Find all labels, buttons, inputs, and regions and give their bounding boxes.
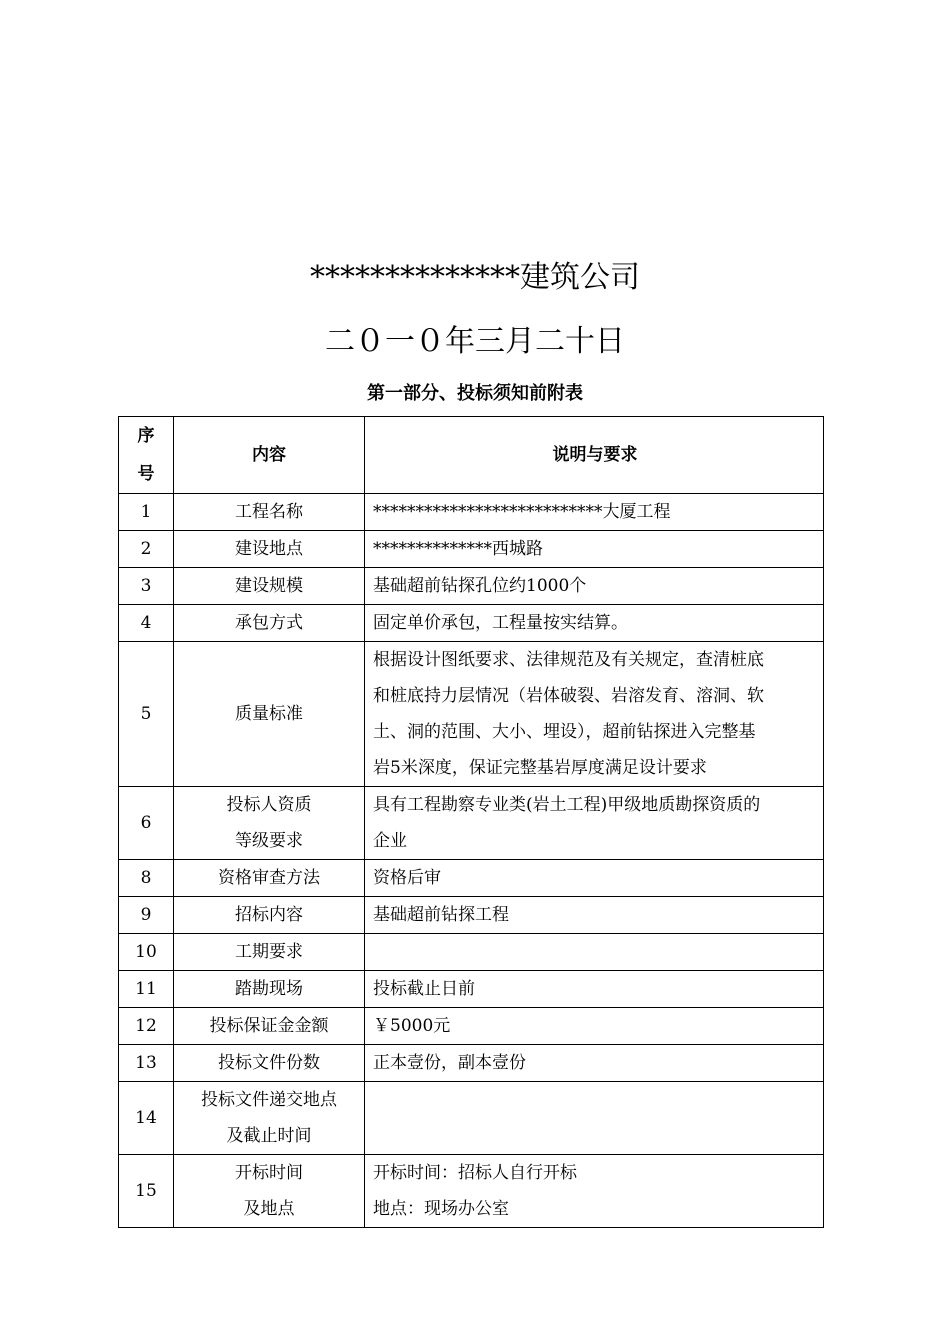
table-row <box>119 642 824 787</box>
row-content <box>174 531 365 568</box>
row-description <box>365 934 824 971</box>
row-content-line: 招标内容 <box>235 905 303 925</box>
row-serial-number: 10 <box>119 934 174 971</box>
header-serial-number <box>119 417 174 494</box>
table-row <box>119 605 824 642</box>
row-description-line: 具有工程勘察专业类(岩土工程)甲级地质勘探资质的 <box>373 795 761 815</box>
header-description: 说明与要求 <box>365 417 824 494</box>
row-description-line: 正本壹份，副本壹份 <box>373 1053 526 1073</box>
row-description-line: 企业 <box>373 831 407 851</box>
row-description-line: 岩5米深度，保证完整基岩厚度满足设计要求 <box>373 758 707 778</box>
table-row <box>119 971 824 1008</box>
table-row <box>119 1045 824 1082</box>
row-content-line: 建设地点 <box>235 539 303 559</box>
table-row <box>119 897 824 934</box>
row-description <box>365 787 824 860</box>
table-row <box>119 934 824 971</box>
row-content-line: 开标时间 <box>235 1163 303 1183</box>
row-description <box>365 642 824 787</box>
header-content: 内容 <box>174 417 365 494</box>
row-description <box>365 605 824 642</box>
row-content-line: 投标文件份数 <box>218 1053 320 1073</box>
row-description-line: 固定单价承包，工程量按实结算。 <box>373 613 628 633</box>
document-date: 二０一０年三月二十日 <box>325 324 625 359</box>
row-content-line: 投标文件递交地点 <box>201 1090 337 1110</box>
row-content-line: 及地点 <box>243 1199 295 1219</box>
row-content-line: 等级要求 <box>235 831 303 851</box>
row-serial-number: 4 <box>119 605 174 642</box>
row-description-line: ￥5000元 <box>373 1016 451 1036</box>
row-serial-number: 2 <box>119 531 174 568</box>
row-description <box>365 1045 824 1082</box>
row-content-line: 质量标准 <box>235 704 303 724</box>
row-description <box>365 494 824 531</box>
table-row <box>119 1008 824 1045</box>
table-row <box>119 568 824 605</box>
row-serial-number: 9 <box>119 897 174 934</box>
row-content-line: 承包方式 <box>235 613 303 633</box>
row-content <box>174 642 365 787</box>
row-content-line: 工程名称 <box>235 502 303 522</box>
row-content-line: 投标人资质 <box>226 795 312 815</box>
row-content-line: 建设规模 <box>235 576 303 596</box>
row-content <box>174 860 365 897</box>
table-row <box>119 494 824 531</box>
row-content <box>174 971 365 1008</box>
row-content <box>174 1155 365 1228</box>
row-description <box>365 897 824 934</box>
row-serial-number: 1 <box>119 494 174 531</box>
row-description <box>365 971 824 1008</box>
row-content <box>174 568 365 605</box>
row-content <box>174 605 365 642</box>
row-description-line: 资格后审 <box>373 868 441 888</box>
table-row <box>119 860 824 897</box>
row-content-line: 及截止时间 <box>226 1126 312 1146</box>
row-content <box>174 1008 365 1045</box>
table-row <box>119 1082 824 1155</box>
row-description-line: 地点：现场办公室 <box>373 1199 509 1219</box>
row-content <box>174 1045 365 1082</box>
header-serial-line-1: 序 <box>137 426 155 446</box>
bidding-appendix-table <box>118 416 824 1228</box>
row-content <box>174 494 365 531</box>
row-serial-number: 6 <box>119 787 174 860</box>
row-content <box>174 934 365 971</box>
row-description-line: 根据设计图纸要求、法律规范及有关规定，查清桩底 <box>373 650 764 670</box>
row-serial-number: 3 <box>119 568 174 605</box>
row-content <box>174 787 365 860</box>
table-row <box>119 531 824 568</box>
row-description-line: 基础超前钻探孔位约1000个 <box>373 576 587 596</box>
row-serial-number: 12 <box>119 1008 174 1045</box>
row-description <box>365 1082 824 1155</box>
row-description <box>365 1155 824 1228</box>
row-content <box>174 897 365 934</box>
row-description <box>365 531 824 568</box>
row-content <box>174 1082 365 1155</box>
table-row <box>119 1155 824 1228</box>
row-description-line <box>373 1100 817 1136</box>
row-description-line: 开标时间：招标人自行开标 <box>373 1163 577 1183</box>
row-content-line: 资格审查方法 <box>218 868 320 888</box>
company-name: **************建筑公司 <box>310 260 640 295</box>
row-description-line: 和桩底持力层情况（岩体破裂、岩溶发育、溶洞、软 <box>373 686 764 706</box>
row-description-line: 基础超前钻探工程 <box>373 905 509 925</box>
row-description <box>365 860 824 897</box>
row-serial-number: 8 <box>119 860 174 897</box>
section-title: 第一部分、投标须知前附表 <box>367 383 583 404</box>
row-description-line: **************西城路 <box>373 539 543 559</box>
row-description-line: 投标截止日前 <box>373 979 475 999</box>
row-serial-number: 15 <box>119 1155 174 1228</box>
table-header-row <box>119 417 824 494</box>
row-content-line: 工期要求 <box>235 942 303 962</box>
row-description <box>365 568 824 605</box>
row-content-line: 踏勘现场 <box>235 979 303 999</box>
row-description-line: ***************************大厦工程 <box>373 502 671 522</box>
row-serial-number: 14 <box>119 1082 174 1155</box>
row-serial-number: 5 <box>119 642 174 787</box>
row-description <box>365 1008 824 1045</box>
row-description-line: 土、洞的范围、大小、埋设），超前钻探进入完整基 <box>373 722 756 742</box>
row-serial-number: 13 <box>119 1045 174 1082</box>
table-row <box>119 787 824 860</box>
row-description-line <box>373 934 817 970</box>
row-content-line: 投标保证金金额 <box>209 1016 329 1036</box>
header-serial-line-2: 号 <box>137 464 155 484</box>
row-serial-number: 11 <box>119 971 174 1008</box>
